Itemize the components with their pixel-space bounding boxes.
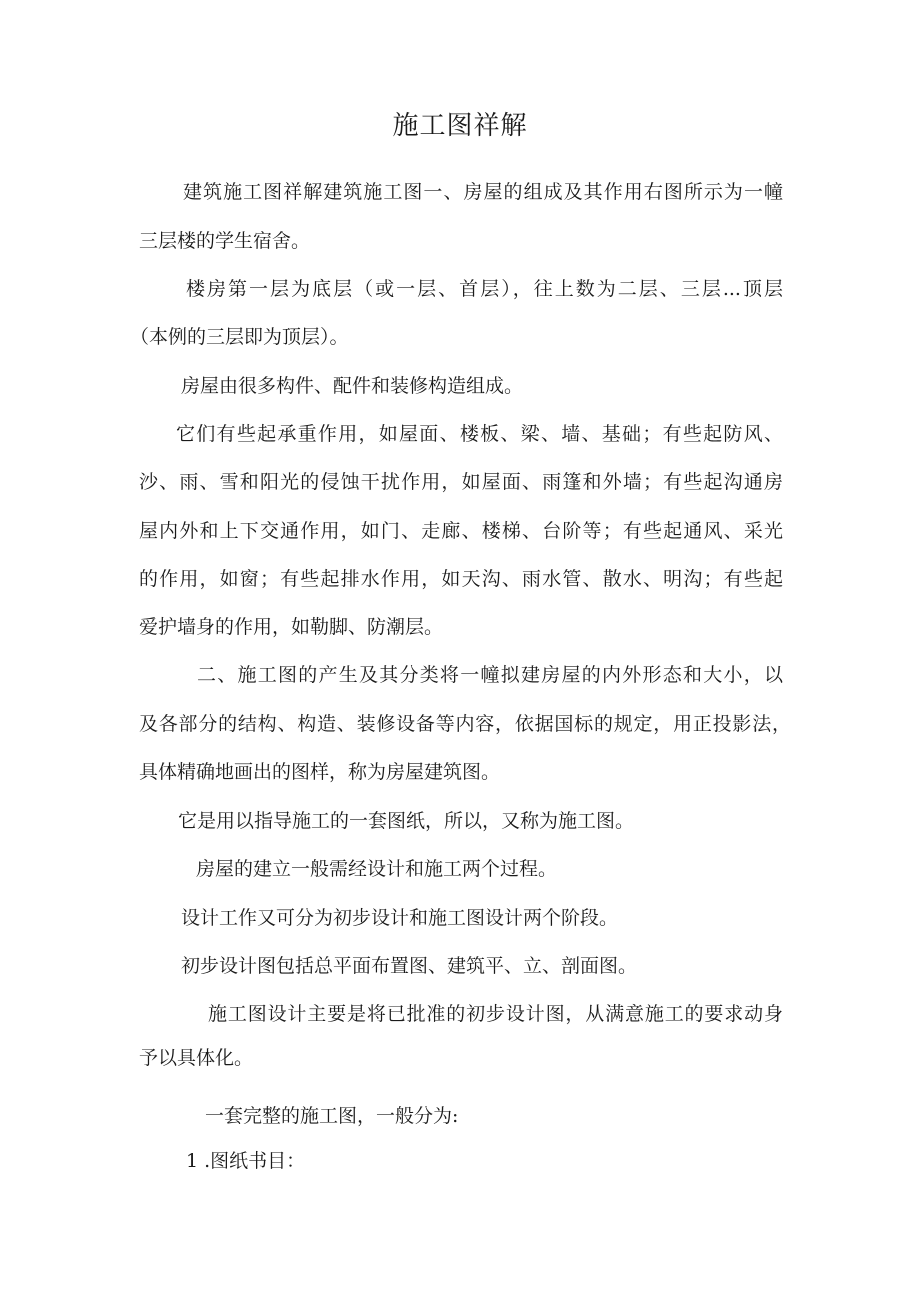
paragraph-line: 屋内外和上下交通作用，如门、走廊、楼梯、台阶等；有些起通风、采光 — [139, 520, 783, 542]
page-title: 施工图祥解 — [392, 111, 528, 141]
paragraph-line: 一套完整的施工图，一般分为: — [205, 1105, 459, 1127]
paragraph-line: 爱护墙身的作用，如勒脚、防潮层。 — [139, 616, 444, 638]
paragraph-line: 它是用以指导施工的一套图纸，所以，又称为施工图。 — [178, 810, 635, 832]
paragraph-line: 及各部分的结构、构造、装修设备等内容，依据国标的规定，用正投影法， — [139, 713, 791, 735]
paragraph-line: 房屋的建立一般需经设计和施工两个过程。 — [196, 858, 558, 880]
paragraph-line: 施工图设计主要是将已批准的初步设计图，从满意施工的要求动身 — [208, 1003, 783, 1025]
paragraph-line: 设计工作又可分为初步设计和施工图设计两个阶段。 — [181, 907, 619, 929]
paragraph-line: 二、施工图的产生及其分类将一幢拟建房屋的内外形态和大小，以 — [197, 664, 783, 686]
paragraph-line: 的作用，如窗；有些起排水作用，如天沟、雨水管、散水、明沟；有些起 — [139, 568, 783, 590]
paragraph-line: 具体精确地画出的图样，称为房屋建筑图。 — [139, 761, 501, 783]
paragraph-line: 它们有些起承重作用，如屋面、楼板、梁、墙、基础；有些起防风、 — [176, 423, 783, 445]
paragraph-line: 1 .图纸书目： — [186, 1150, 306, 1172]
paragraph-line: 三层楼的学生宿舍。 — [139, 230, 311, 252]
paragraph-line: 初步设计图包括总平面布置图、建筑平、立、剖面图。 — [181, 955, 638, 977]
paragraph-line: 房屋由很多构件、配件和装修构造组成。 — [181, 375, 524, 397]
paragraph-line: （本例的三层即为顶层）。 — [130, 326, 349, 348]
paragraph-line: 建筑施工图祥解建筑施工图一、房屋的组成及其作用右图所示为一幢 — [183, 181, 783, 203]
paragraph-line: 予以具体化。 — [139, 1047, 254, 1069]
paragraph-line: 楼房第一层为底层（或一层、首层），往上数为二层、三层...顶层 — [186, 278, 783, 300]
paragraph-line: 沙、雨、雪和阳光的侵蚀干扰作用，如屋面、雨篷和外墙；有些起沟通房 — [139, 471, 783, 493]
